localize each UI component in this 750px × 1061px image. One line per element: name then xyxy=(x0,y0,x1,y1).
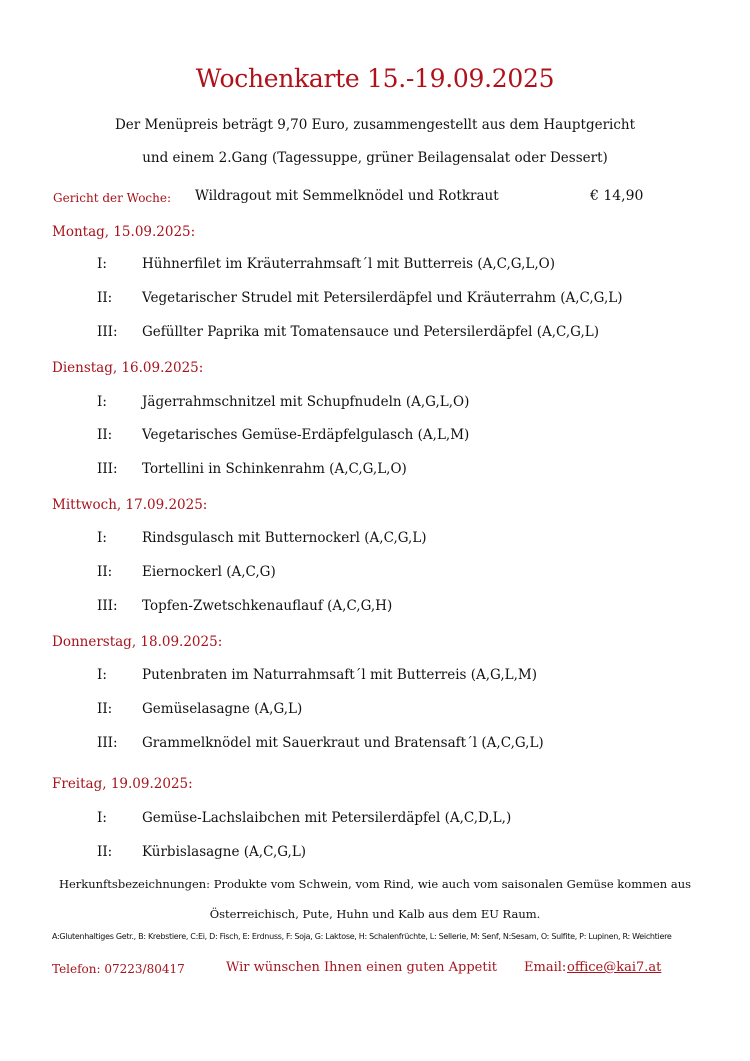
item-number: II: xyxy=(97,564,113,580)
item-dish: Rindsgulasch mit Butternockerl (A,C,G,L) xyxy=(142,530,427,546)
item-number: II: xyxy=(97,844,113,860)
item-dish: Hühnerfilet im Kräuterrahmsaft´l mit Butterreis (A,C,G,L,O) xyxy=(142,256,555,272)
item-number: III: xyxy=(97,598,118,614)
menu-item xyxy=(0,564,750,584)
item-dish: Kürbislasagne (A,C,G,L) xyxy=(142,844,307,860)
item-dish: Grammelknödel mit Sauerkraut und Bratensaft´l (A,C,G,L) xyxy=(142,735,544,751)
item-dish: Vegetarischer Strudel mit Petersilerdäpfel und Kräuterrahm (A,C,G,L) xyxy=(142,290,623,306)
day-heading-thursday: Donnerstag, 18.09.2025: xyxy=(52,634,223,650)
item-dish: Putenbraten im Naturrahmsaft´l mit Butterreis (A,G,L,M) xyxy=(142,667,538,683)
origin-note-line-1: Herkunftsbezeichnungen: Produkte vom Schwein, vom Rind, wie auch vom saisonalen Gemüse kommen aus xyxy=(58,877,692,891)
menu-item xyxy=(0,427,750,447)
item-number: II: xyxy=(97,701,113,717)
weekly-special-price: € 14,90 xyxy=(590,188,644,204)
menu-item xyxy=(0,810,750,830)
phone-number: Telefon: 07223/80417 xyxy=(52,962,185,976)
day-heading-friday: Freitag, 19.09.2025: xyxy=(52,776,193,792)
menu-item xyxy=(0,701,750,721)
weekly-special-dish: Wildragout mit Semmelknödel und Rotkraut xyxy=(195,188,499,204)
item-number: I: xyxy=(97,810,107,826)
item-number: I: xyxy=(97,256,107,272)
item-number: I: xyxy=(97,667,107,683)
item-dish: Gefüllter Paprika mit Tomatensauce und Petersilerdäpfel (A,C,G,L) xyxy=(142,324,599,340)
day-heading-monday: Montag, 15.09.2025: xyxy=(52,224,196,240)
intro-line-1: Der Menüpreis beträgt 9,70 Euro, zusammengestellt aus dem Hauptgericht xyxy=(114,117,636,133)
item-number: III: xyxy=(97,735,118,751)
menu-item xyxy=(0,735,750,755)
menu-item xyxy=(0,290,750,310)
menu-item xyxy=(0,844,750,864)
weekly-special xyxy=(0,188,750,208)
item-dish: Topfen-Zwetschkenauflauf (A,C,G,H) xyxy=(142,598,393,614)
menu-item xyxy=(0,324,750,344)
day-heading-tuesday: Dienstag, 16.09.2025: xyxy=(52,360,204,376)
item-number: III: xyxy=(97,324,118,340)
item-number: I: xyxy=(97,530,107,546)
footer xyxy=(0,960,750,980)
item-number: I: xyxy=(97,394,107,410)
greeting: Wir wünschen Ihnen einen guten Appetit xyxy=(226,960,497,975)
item-number: III: xyxy=(97,461,118,477)
item-dish: Eiernockerl (A,C,G) xyxy=(142,564,276,580)
item-dish: Gemüse-Lachslaibchen mit Petersilerdäpfel (A,C,D,L,) xyxy=(142,810,512,826)
item-dish: Jägerrahmschnitzel mit Schupfnudeln (A,G,L,O) xyxy=(142,394,470,410)
page-title: Wochenkarte 15.-19.09.2025 xyxy=(195,64,555,93)
weekly-special-label: Gericht der Woche: xyxy=(53,191,172,205)
menu-item xyxy=(0,598,750,618)
email-label: Email: xyxy=(524,960,567,975)
menu-item xyxy=(0,394,750,414)
item-dish: Vegetarisches Gemüse-Erdäpfelgulasch (A,L,M) xyxy=(142,427,470,443)
menu-item xyxy=(0,667,750,687)
item-dish: Tortellini in Schinkenrahm (A,C,G,L,O) xyxy=(142,461,407,477)
menu-item xyxy=(0,530,750,550)
item-number: II: xyxy=(97,427,113,443)
item-number: II: xyxy=(97,290,113,306)
email-link[interactable]: office@kai7.at xyxy=(567,960,662,975)
item-dish: Gemüselasagne (A,G,L) xyxy=(142,701,303,717)
menu-item xyxy=(0,461,750,481)
allergen-legend: A:Glutenhaltiges Getr., B: Krebstiere, C:Ei, D: Fisch, E: Erdnuss, F: Soja, G: Laktose, H: Schalenfrüchte, L: Sellerie, M: Senf, N:Sesam, O: Sulfite, P: Lupinen, R: Weichtiere xyxy=(52,932,672,941)
menu-item xyxy=(0,256,750,276)
intro-line-2: und einem 2.Gang (Tagessuppe, grüner Beilagensalat oder Dessert) xyxy=(142,150,608,166)
origin-note-line-2: Österreichisch, Pute, Huhn und Kalb aus dem EU Raum. xyxy=(209,907,541,921)
day-heading-wednesday: Mittwoch, 17.09.2025: xyxy=(52,497,208,513)
